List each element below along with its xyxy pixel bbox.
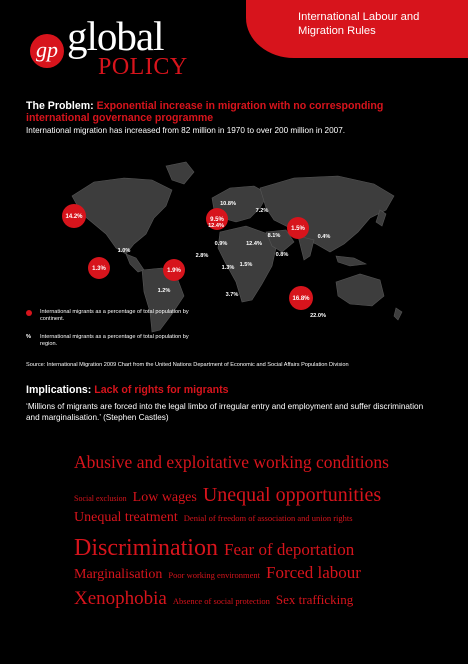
banner-title: International Labour and Migration Rules [298,11,420,37]
word-cloud-row [74,563,367,583]
global-policy-logo-mark: gp [30,34,64,68]
castles-quote: ‘Millions of migrants are forced into the legal limbo of irregular entry and employment and suffer discrimination and marginalisation.’ (Stephen Castles) [26,402,424,422]
legend-continent [26,309,190,323]
continent-marker-label: 1.5% [291,226,305,233]
word-cloud-term: Unequal treatment [74,510,178,525]
continent-marker-label: 14.2% [65,214,83,221]
problem-subtext: International migration has increased from 82 million in 1970 to over 200 million in 2007. [26,126,346,135]
word-cloud-term: Low wages [132,490,197,505]
word-cloud-term: Poor working environment [168,570,261,580]
continent-marker-label: 1.9% [167,268,181,275]
region-percent-label: 1.2% [157,288,171,294]
region-percent-label: 1.3% [221,265,235,271]
logo-word-global: global [67,13,164,59]
continent-marker-label: 9.5% [210,217,224,224]
legend-region-text: International migrants as a percentage of total population by region. [40,334,189,347]
region-percent-label: 0.4% [317,234,331,240]
region-percent-label: 10.8% [220,201,236,207]
word-cloud-term: Unequal opportunities [202,484,382,506]
word-cloud-row [74,535,360,562]
legend-region [26,334,190,348]
percent-symbol: % [26,334,31,340]
region-percent-label: 3.7% [225,292,239,298]
word-cloud-term: Abusive and exploitative working conditions [74,452,389,472]
word-cloud-row [74,452,395,473]
region-percent-label: 1.0% [117,248,131,254]
region-percent-label: 0.8% [275,252,289,258]
region-percent-label: 8.1% [267,233,281,239]
problem-label: The Problem: [26,100,94,112]
region-percent-label: 2.8% [195,253,209,259]
word-cloud-term: Xenophobia [74,588,167,609]
word-cloud-term: Fear of deportation [223,540,355,559]
continent-marker-label: 1.3% [92,266,106,273]
implications-label: Implications: [26,384,92,396]
problem-text: Exponential increase in migration with no corresponding international governance programme [26,100,384,124]
word-cloud-term: Marginalisation [74,567,163,582]
word-cloud-row [74,508,359,526]
word-cloud-term: Forced labour [266,563,361,582]
region-percent-label: 22.0% [310,313,326,319]
region-percent-label: 12.4% [246,241,262,247]
word-cloud-term: Social exclusion [74,494,127,503]
problem-heading [26,100,426,124]
region-percent-label: 12.4% [208,223,224,229]
implications-heading [26,384,229,396]
word-cloud-term: Denial of freedom of association and union rights [183,513,353,523]
word-cloud-term: Absence of social protection [172,596,270,606]
word-cloud-term: Discrimination [74,535,218,561]
word-cloud-row [74,588,359,610]
legend-continent-text: International migrants as a percentage of total population by continent. [40,309,189,322]
logo-word-policy: POLICY [98,54,188,80]
continent-marker-label: 16.8% [292,296,310,303]
red-dot-icon [26,310,32,316]
word-cloud-term: Sex trafficking [275,592,354,607]
region-percent-label: 7.2% [255,208,269,214]
source-note: Source: International Migration 2009 Chart from the United Nations Department of Economic and Social Affairs Population Division [26,362,349,368]
world-landmass [72,162,402,332]
word-cloud-row [74,484,387,507]
implications-text: Lack of rights for migrants [94,384,229,396]
region-percent-label: 0.9% [214,241,228,247]
region-percent-label: 1.5% [239,262,253,268]
